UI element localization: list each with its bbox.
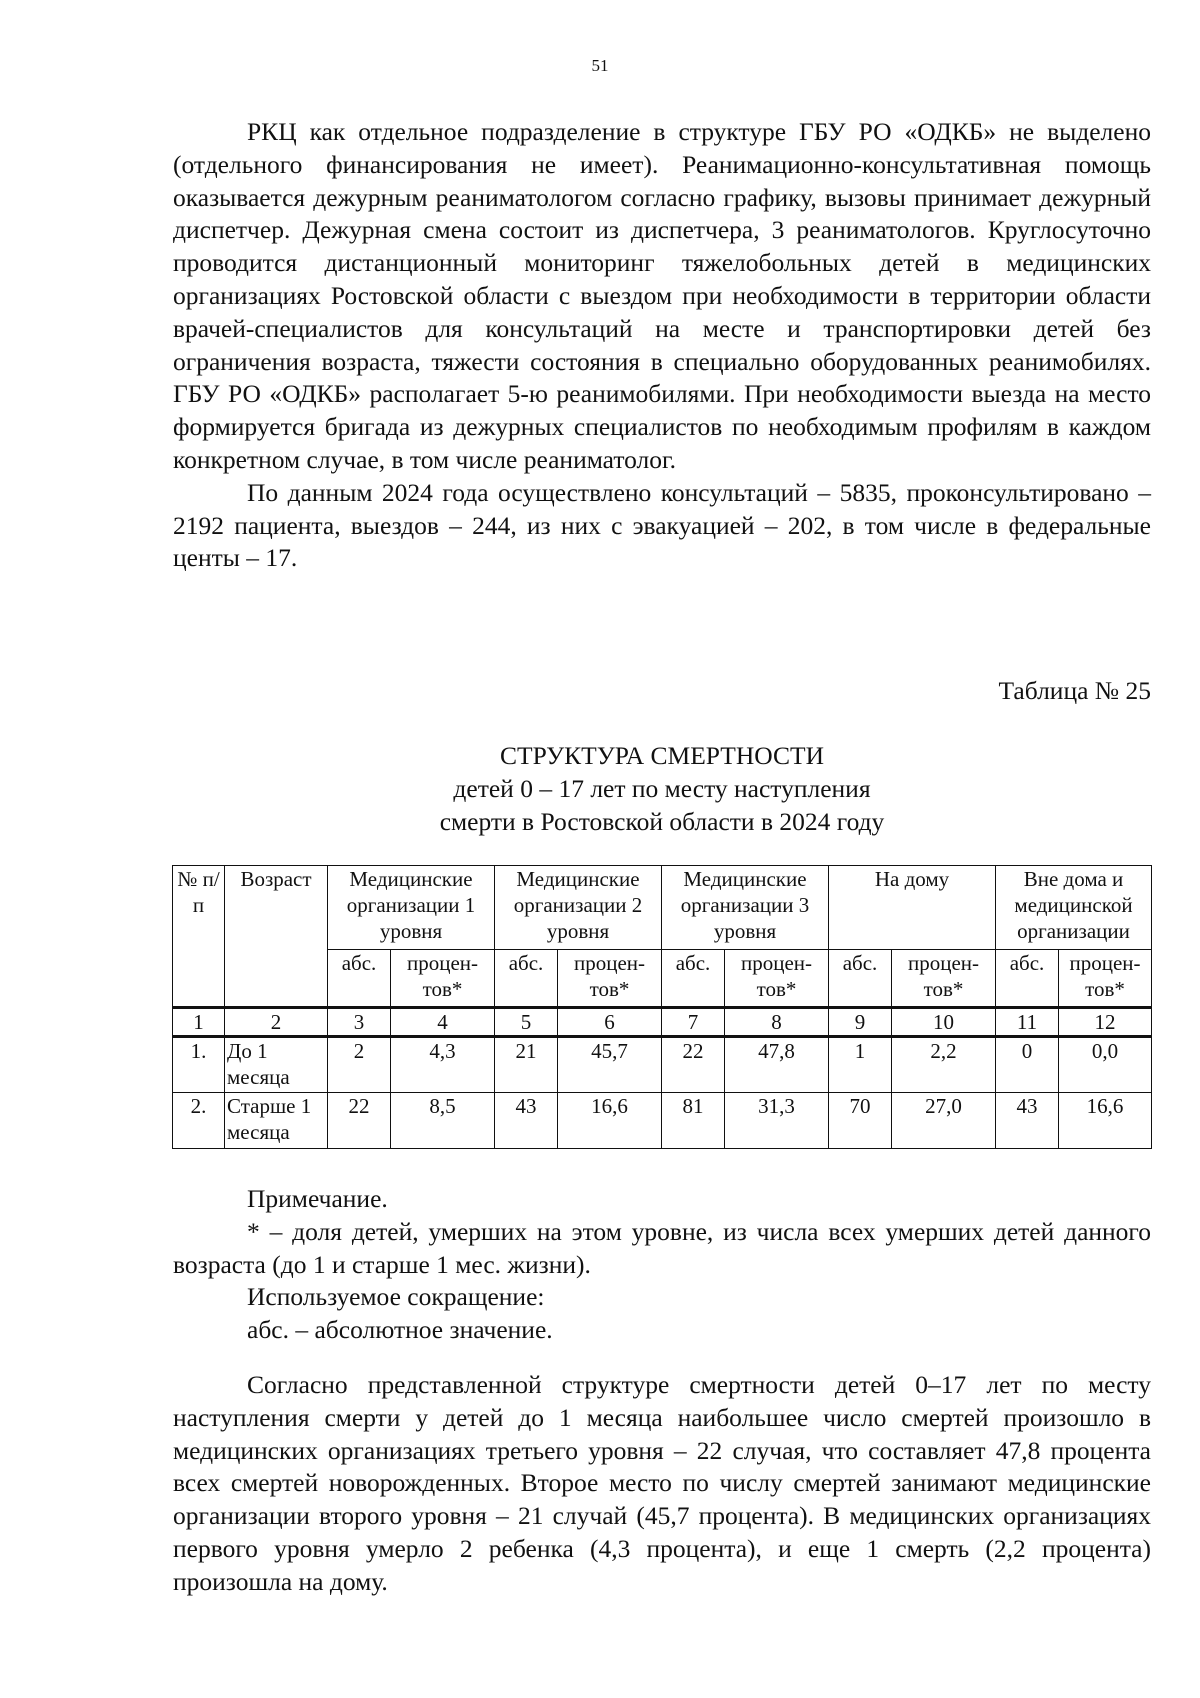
notes-abbr-heading: Используемое сокращение: — [247, 1282, 545, 1312]
column-number: 10 — [892, 1008, 996, 1037]
notes-heading: Примечание. — [247, 1184, 388, 1213]
table-notes — [173, 1183, 1151, 1347]
cell-home-pct: 2,2 — [892, 1037, 996, 1093]
paragraph-structure-summary: Согласно представленной структуре смертности детей 0–17 лет по месту наступления смерти у детей до 1 месяца наибольшее число смертей произошло в медицинских организациях третьего уровня – 22 случая, что составляет 47,8 процента всех смертей новорожденных. Второе место по числу смертей занимают медицинские организации второго уровня – 21 случай (45,7 процента). В медицинских организациях первого уровня умерло 2 ребенка (4,3 процента), и еще 1 смерть (2,2 процента) произошла на дому. — [173, 1370, 1151, 1596]
subheader-pct: процен-тов* — [1059, 950, 1152, 1008]
table-subtitle: детей 0 – 17 лет по месту наступления — [453, 774, 871, 803]
column-number: 6 — [558, 1008, 662, 1037]
header-number: № п/п — [173, 866, 225, 1008]
row-number: 1. — [173, 1037, 225, 1093]
column-number: 4 — [391, 1008, 495, 1037]
cell-level3-abs: 22 — [662, 1037, 725, 1093]
table-row-under-1-month — [173, 1037, 1152, 1093]
cell-level2-abs: 21 — [495, 1037, 558, 1093]
subheader-abs: абс. — [829, 950, 892, 1008]
paragraph-rkc: РКЦ как отдельное подразделение в структуре ГБУ РО «ОДКБ» не выделено (отдельного финансирования не имеет). Реанимационно-консультативная помощь оказывается дежурным реаниматологом согласно графику, вызовы принимает дежурный диспетчер. Дежурная смена состоит из диспетчера, 3 реаниматологов. Круглосуточно проводится дистанционный мониторинг тяжелобольных детей в медицинских организациях Ростовской области с выездом при необходимости в территории области врачей-специалистов для консультаций на месте и транспортировки детей без ограничения возраста, тяжести состояния в специально оборудованных реанимобилях. ГБУ РО «ОДКБ» располагает 5-ю реанимобилями. При необходимости выезда на место формируется бригада из дежурных специалистов по необходимым профилям в каждом конкретном случае, в том числе реаниматолог. — [173, 117, 1151, 474]
column-number: 2 — [225, 1008, 328, 1037]
table-row-over-1-month — [173, 1093, 1152, 1149]
subheader-abs: абс. — [495, 950, 558, 1008]
cell-level3-abs: 81 — [662, 1093, 725, 1149]
intro-text — [173, 116, 1151, 575]
header-level-2: Медицинские организации 2 уровня — [495, 866, 662, 950]
cell-home-pct: 27,0 — [892, 1093, 996, 1149]
column-number: 12 — [1059, 1008, 1152, 1037]
paragraph-consultations: По данным 2024 года осуществлено консультаций – 5835, проконсультировано – 2192 пациента, выездов – 244, из них с эвакуацией – 202, в том числе в федеральные центы – 17. — [173, 477, 1151, 573]
conclusion-text — [173, 1369, 1151, 1599]
notes-asterisk: * – доля детей, умерших на этом уровне, из числа всех умерших детей данного возраста (до 1 и старше 1 мес. жизни). — [173, 1216, 1151, 1279]
cell-home-abs: 1 — [829, 1037, 892, 1093]
cell-level2-pct: 45,7 — [558, 1037, 662, 1093]
cell-level2-abs: 43 — [495, 1093, 558, 1149]
cell-outside-abs: 0 — [996, 1037, 1059, 1093]
mortality-table — [172, 865, 1152, 1149]
cell-level1-pct: 4,3 — [391, 1037, 495, 1093]
subheader-pct: процен-тов* — [725, 950, 829, 1008]
subheader-abs: абс. — [328, 950, 391, 1008]
column-number: 7 — [662, 1008, 725, 1037]
subheader-abs: абс. — [662, 950, 725, 1008]
column-number: 3 — [328, 1008, 391, 1037]
subheader-pct: процен-тов* — [892, 950, 996, 1008]
cell-level1-abs: 2 — [328, 1037, 391, 1093]
column-number: 11 — [996, 1008, 1059, 1037]
subheader-pct: процен-тов* — [558, 950, 662, 1008]
column-number: 5 — [495, 1008, 558, 1037]
cell-level1-abs: 22 — [328, 1093, 391, 1149]
page-number: 51 — [591, 56, 609, 75]
subheader-abs: абс. — [996, 950, 1059, 1008]
row-number: 2. — [173, 1093, 225, 1149]
notes-abbr: абс. – абсолютное значение. — [247, 1315, 553, 1345]
cell-level3-pct: 47,8 — [725, 1037, 829, 1093]
header-level-3: Медицинские организации 3 уровня — [662, 866, 829, 950]
cell-level2-pct: 16,6 — [558, 1093, 662, 1149]
row-age: До 1 месяца — [225, 1037, 328, 1093]
row-age: Старше 1 месяца — [225, 1093, 328, 1149]
header-level-1: Медицинские организации 1 уровня — [328, 866, 495, 950]
column-number: 9 — [829, 1008, 892, 1037]
header-outside: Вне дома и медицинской организации — [996, 866, 1152, 950]
cell-outside-abs: 43 — [996, 1093, 1059, 1149]
cell-home-abs: 70 — [829, 1093, 892, 1149]
cell-outside-pct: 16,6 — [1059, 1093, 1152, 1149]
column-number: 1 — [173, 1008, 225, 1037]
cell-outside-pct: 0,0 — [1059, 1037, 1152, 1093]
cell-level1-pct: 8,5 — [391, 1093, 495, 1149]
table-title: СТРУКТУРА СМЕРТНОСТИ — [499, 741, 824, 770]
column-number: 8 — [725, 1008, 829, 1037]
header-at-home: На дому — [829, 866, 996, 950]
cell-level3-pct: 31,3 — [725, 1093, 829, 1149]
subheader-pct: процен-тов* — [391, 950, 495, 1008]
table-number: Таблица № 25 — [998, 676, 1151, 705]
table-subtitle-2: смерти в Ростовской области в 2024 году — [439, 807, 885, 836]
header-age: Возраст — [225, 866, 328, 1008]
